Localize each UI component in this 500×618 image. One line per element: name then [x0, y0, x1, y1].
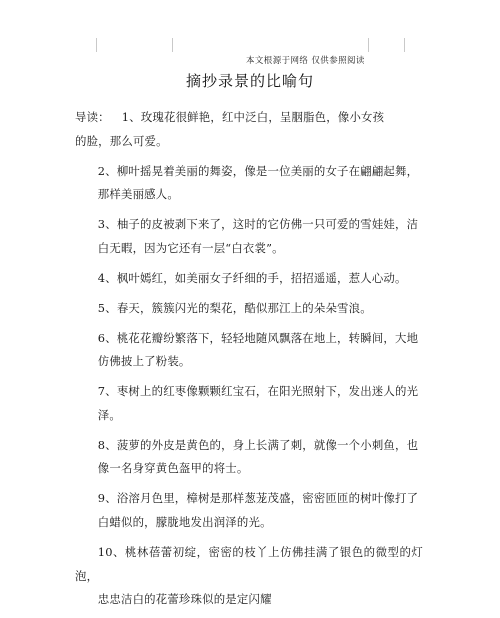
paragraph-10 [75, 541, 423, 612]
paragraph-8 [75, 434, 423, 481]
paragraph-text: 7、枣树上的红枣像颗颗红宝石，在阳光照射下，发出迷人的光 [97, 384, 419, 399]
paragraph-text: 白蜡似的，朦胧地发出润泽的光。 [97, 515, 272, 530]
page-title: 摘抄录景的比喻句 [185, 72, 314, 90]
paragraph-5 [75, 297, 423, 321]
paragraph-text: 6、桃花花瓣纷繁落下，轻轻地随风飘落在地上，转瞬间，大地 [97, 330, 419, 345]
paragraph-4 [75, 267, 423, 291]
paragraph-6 [75, 327, 423, 374]
document-body [75, 106, 423, 618]
paragraph-text: 9、浴溶月色里，樟树是那样葱茏茂盛，密密匝匝的树叶像打了 [97, 491, 419, 506]
guide-label: 导读： [75, 110, 110, 124]
paragraph-text: 仿佛披上了粉装。 [97, 354, 191, 369]
paragraph-text: 泽。 [97, 407, 121, 422]
paragraph-7 [75, 380, 423, 427]
paragraph-text: 3、柚子的皮被剥下来了，这时的它仿佛一只可爱的雪娃娃，洁 [97, 217, 419, 232]
paragraph-text: 忠忠洁白的花蕾珍珠似的是定闪耀 [97, 592, 272, 607]
paragraph-text: 4、枫叶嫣红，如美丽女子纤细的手，招招遥遥，惹人心动。 [97, 270, 407, 285]
paragraph-text: 像一名身穿黄色盔甲的将士。 [97, 461, 249, 476]
header-note: 本文根源于网络 仅供参照阅读 [246, 56, 365, 66]
paragraph-text: 8、菠萝的外皮是黄色的，身上长满了刺，就像一个小刺鱼，也 [97, 437, 419, 452]
paragraph-line [75, 106, 423, 130]
paragraph-9 [75, 487, 423, 534]
crop-mark-right [404, 38, 405, 52]
paragraph-3 [75, 213, 423, 260]
crop-mark-center [172, 38, 173, 52]
paragraph-text: 5、春天，簇簇闪光的梨花，酷似那江上的朵朵雪浪。 [97, 300, 372, 315]
paragraph-2 [75, 160, 423, 207]
paragraph-text: 的脸，那么可爱。 [75, 133, 168, 148]
paragraph-1 [75, 106, 423, 153]
crop-mark-left [96, 38, 97, 52]
crop-mark-right-inner [368, 38, 369, 52]
paragraph-text: 1、玫瑰花很鲜艳，红中泛白，呈胭脂色，像小女孩 [121, 110, 385, 124]
paragraph-text: 那样美丽感人。 [97, 187, 179, 202]
paragraph-text: 10、桃林蓓蕾初绽，密密的枝丫上仿佛挂满了银色的微型的灯泡， [75, 544, 423, 583]
paragraph-text: 白无暇，因为它还有一层“白衣裳”。 [97, 240, 284, 255]
paragraph-text: 2、柳叶摇晃着美丽的舞姿，像是一位美丽的女子在翩翩起舞， [97, 163, 419, 178]
